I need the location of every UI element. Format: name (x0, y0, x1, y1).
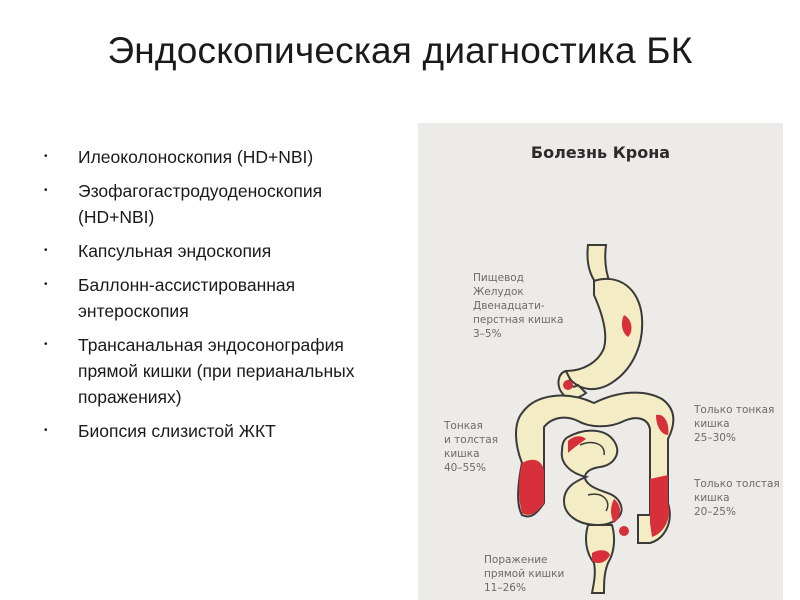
method-text: Илеоколоноскопия (HD+NBI) (78, 147, 314, 167)
label-line: Только толстая (694, 478, 780, 490)
label-line: прямой кишки (484, 568, 565, 580)
bullet-dot: • (44, 185, 48, 196)
method-item (40, 272, 390, 324)
bullet-dot: • (44, 339, 48, 350)
method-text: Трансанальная эндосонография прямой кишки (при перианальных поражениях) (78, 335, 355, 407)
method-item (40, 332, 390, 410)
label-rectum (484, 553, 564, 595)
method-list (40, 144, 390, 452)
label-line: Поражение (484, 554, 548, 566)
method-text: Биопсия слизистой ЖКТ (78, 421, 276, 441)
label-upper-gi (473, 271, 563, 341)
label-line: Пищевод (473, 272, 524, 284)
label-large-only (694, 477, 780, 519)
slide-title: Эндоскопическая диагностика БК (107, 30, 693, 71)
bullet-dot: • (44, 245, 48, 256)
label-line: 40–55% (444, 462, 486, 474)
stomach-shape (566, 279, 642, 389)
label-small-and-large (444, 419, 498, 475)
method-text: Баллонн-ассистированная энтероскопия (78, 275, 296, 321)
method-text: Эзофагогастродуоденоскопия (HD+NBI) (78, 181, 323, 227)
method-text: Капсульная эндоскопия (78, 241, 272, 261)
label-line: кишка (694, 418, 730, 430)
crohn-distribution-figure (418, 123, 783, 600)
label-line: и толстая (444, 434, 499, 446)
esophagus-shape (587, 245, 610, 283)
method-item (40, 238, 390, 264)
label-line: 11–26% (484, 582, 526, 594)
gi-tract-illustration (418, 123, 783, 600)
method-item (40, 418, 390, 444)
label-small-only (694, 403, 774, 445)
colon-lesion (519, 460, 544, 515)
method-item (40, 178, 390, 230)
duodenum-lesion (563, 380, 573, 390)
label-line: 25–30% (694, 432, 736, 444)
figure-title: Болезнь Крона (530, 143, 671, 162)
label-line: кишка (694, 492, 730, 504)
method-item (40, 144, 390, 170)
bullet-dot: • (44, 151, 48, 162)
label-line: кишка (444, 448, 480, 460)
label-line: Тонкая (444, 420, 483, 432)
label-line: 20–25% (694, 506, 736, 518)
label-line: 3–5% (473, 328, 502, 340)
label-line: Желудок (473, 286, 524, 298)
bullet-dot: • (44, 425, 48, 436)
bullet-dot: • (44, 279, 48, 290)
label-line: перстная кишка (473, 314, 564, 326)
colon-lesion (619, 526, 629, 536)
label-line: Двенадцати- (473, 300, 545, 312)
label-line: Только тонкая (694, 404, 775, 416)
